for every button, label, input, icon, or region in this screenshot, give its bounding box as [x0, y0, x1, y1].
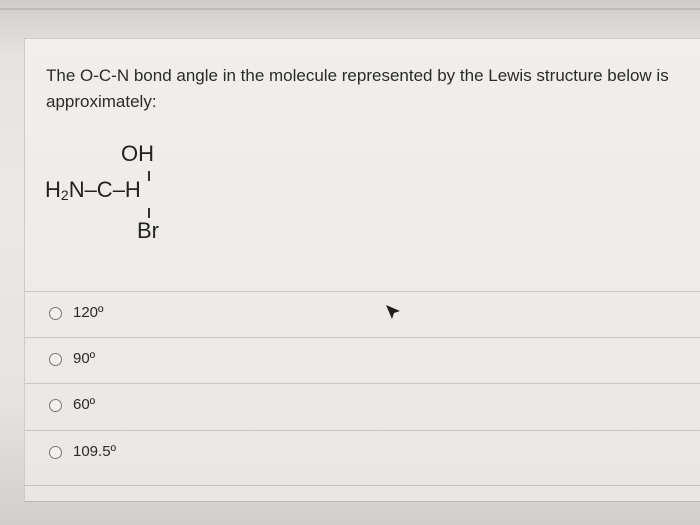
molecule-h: H [45, 177, 61, 202]
molecule-subscript: 2 [60, 187, 69, 203]
answer-option-label: 90º [73, 350, 96, 367]
answer-option-3[interactable] [25, 383, 700, 430]
radio-circle-icon[interactable] [49, 399, 62, 412]
bond-top [148, 171, 150, 181]
bond-bottom [148, 208, 150, 218]
answer-option-2[interactable] [25, 337, 700, 384]
answer-option-label: 120º [73, 304, 104, 321]
answer-option-1[interactable] [25, 291, 700, 338]
molecule-top-group: OH [121, 141, 154, 166]
molecule-bottom-group: Br [137, 218, 159, 243]
radio-circle-icon[interactable] [49, 307, 62, 320]
top-divider [0, 8, 700, 10]
molecule-chain: N–C–H [68, 177, 141, 202]
question-card [24, 38, 700, 502]
bottom-divider [24, 485, 700, 486]
question-text: The O-C-N bond angle in the molecule represented by the Lewis structure below is approximately: [46, 66, 669, 111]
answer-option-4[interactable] [25, 430, 700, 477]
radio-circle-icon[interactable] [49, 353, 62, 366]
molecule-main-chain [45, 177, 141, 203]
answer-option-label: 60º [73, 396, 96, 413]
answer-option-label: 109.5º [73, 443, 117, 460]
radio-circle-icon[interactable] [49, 446, 62, 459]
lewis-structure [45, 139, 205, 249]
mouse-pointer-icon [384, 303, 402, 321]
